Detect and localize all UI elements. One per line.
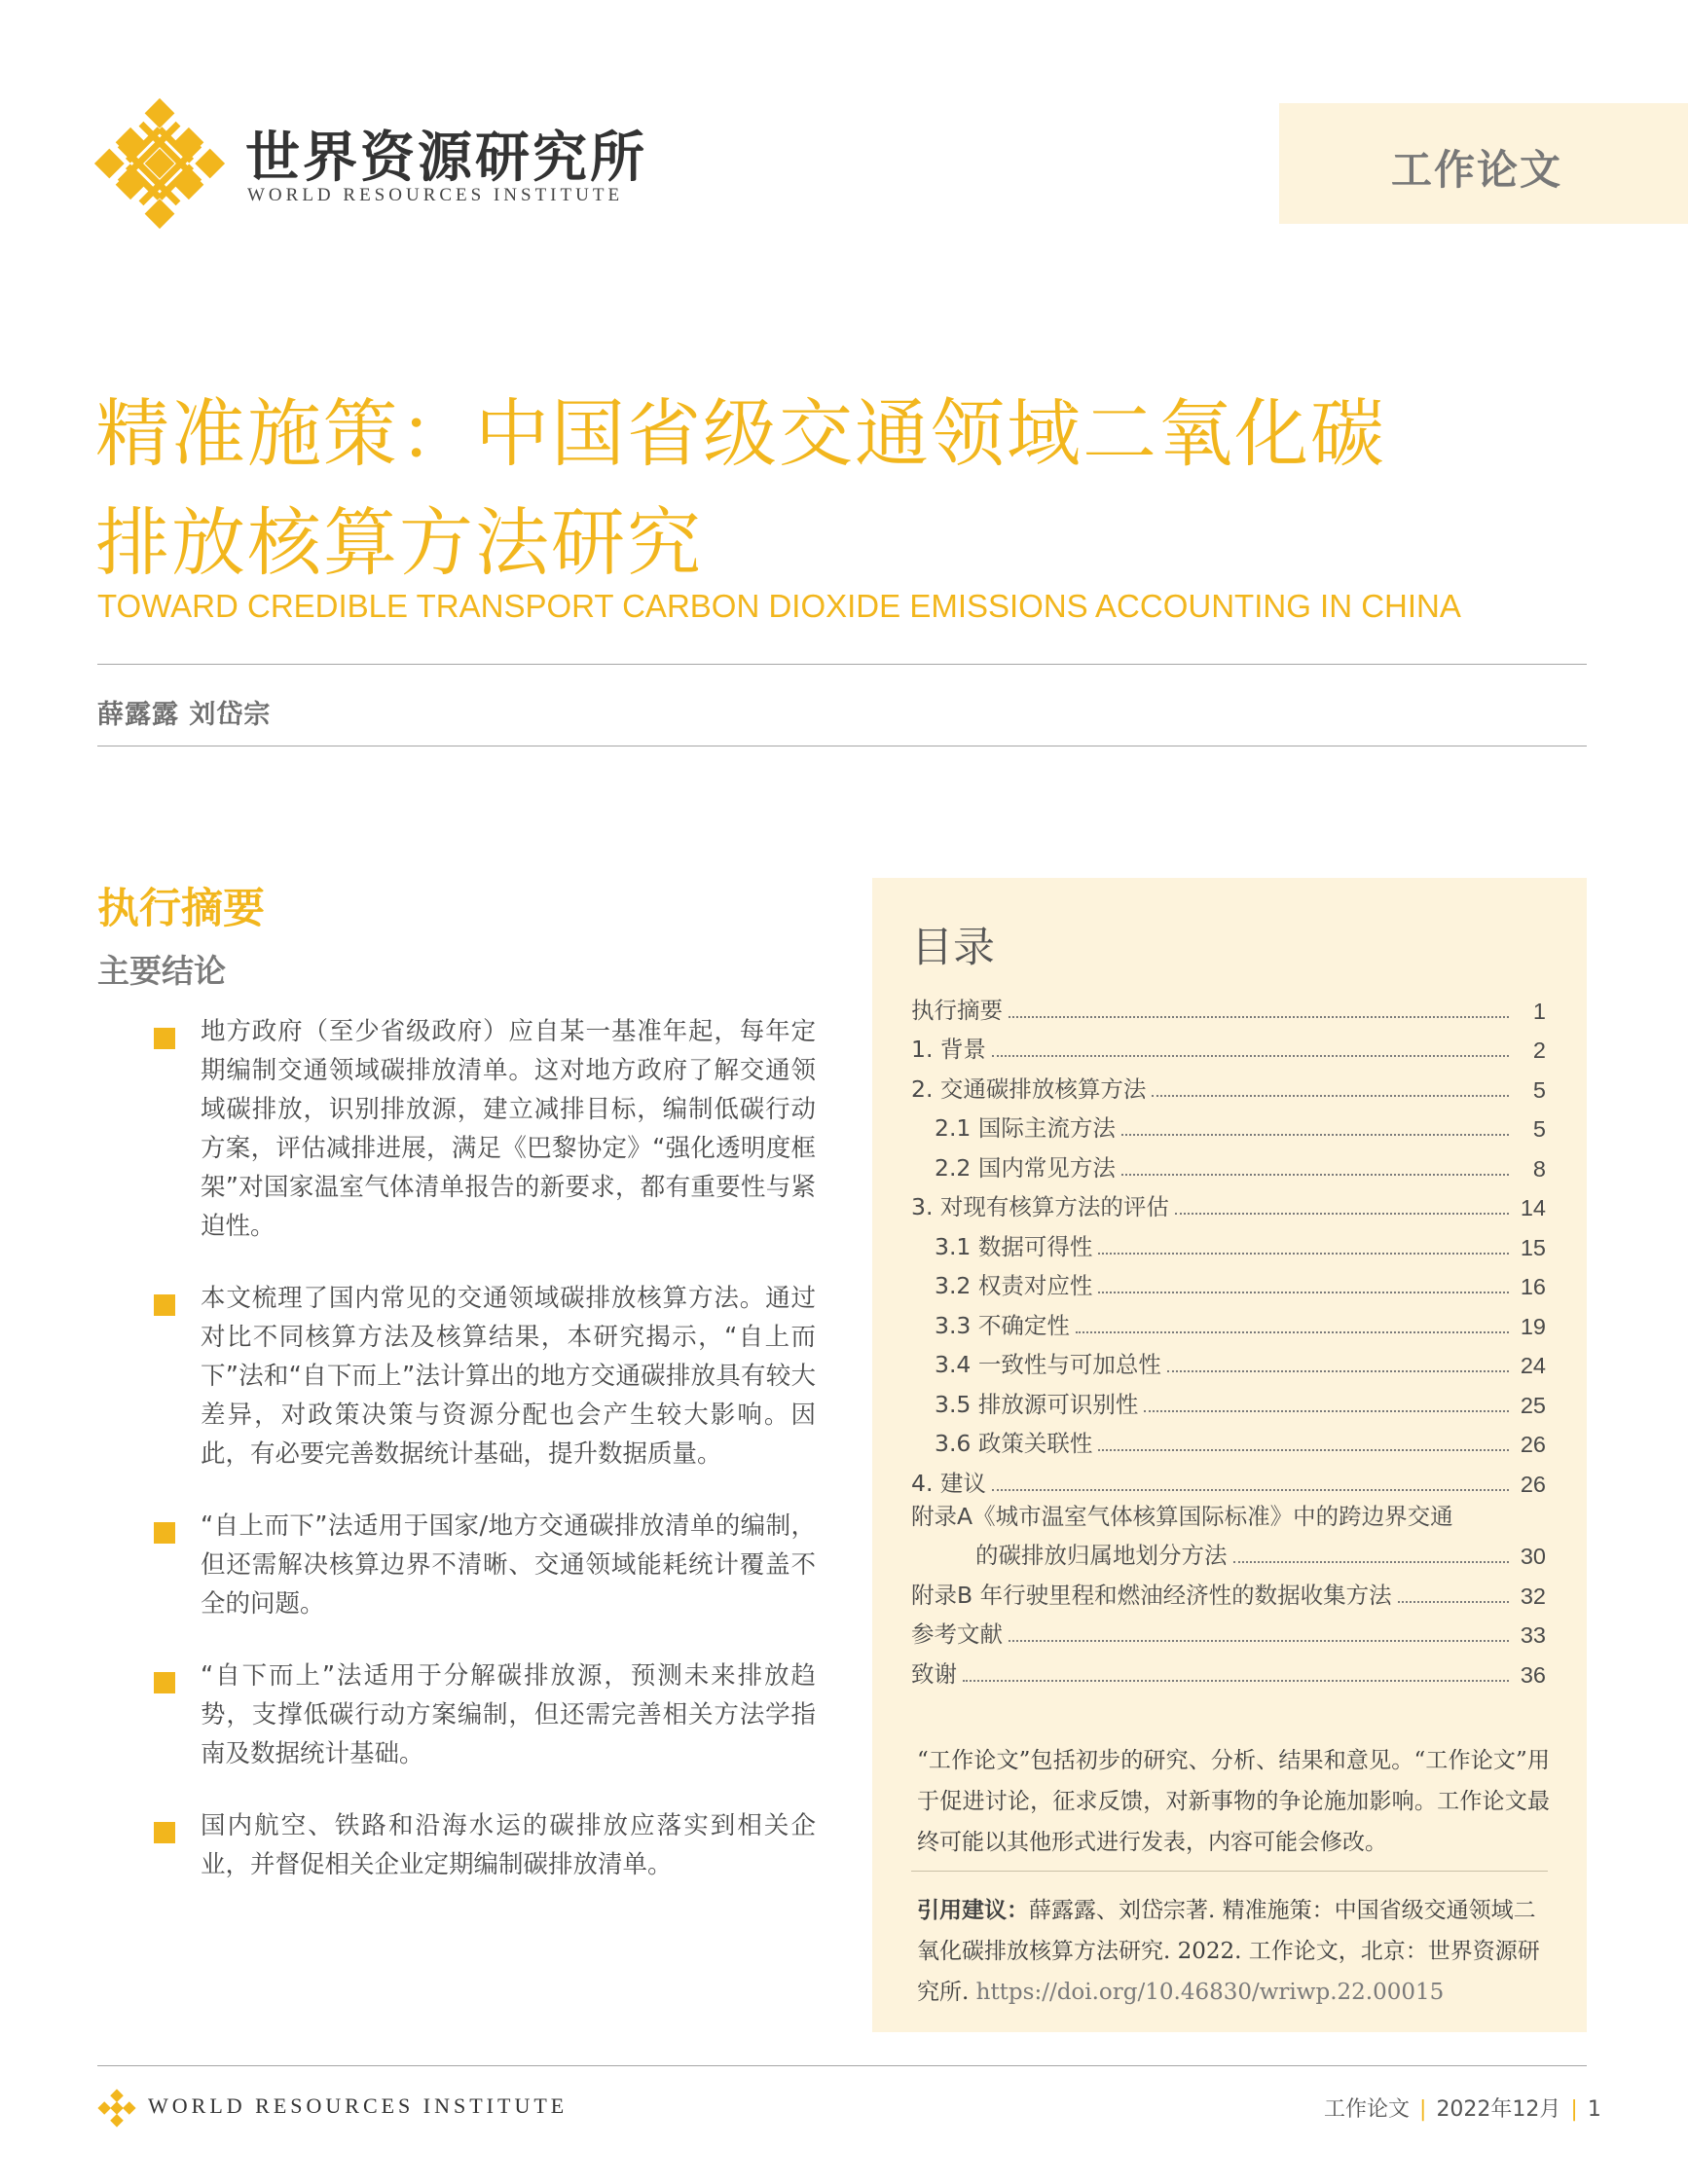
toc-item-page: 1 xyxy=(1532,998,1546,1024)
toc-item-continued[interactable] xyxy=(911,1531,1546,1571)
toc-item-label: 3.3 不确定性 xyxy=(935,1311,1070,1339)
list-item xyxy=(154,1656,816,1773)
footer-separator: | xyxy=(1570,2097,1578,2122)
bullet-text: 国内航空、铁路和沿海水运的碳排放应落实到相关企业，并督促相关企业定期编制碳排放清单。 xyxy=(201,1811,816,1879)
toc-item[interactable] xyxy=(911,1458,1546,1498)
toc-item-page: 8 xyxy=(1532,1155,1546,1182)
title-line-1: 精准施策：中国省级交通领域二氧化碳 xyxy=(95,390,1386,477)
bullet-square-icon xyxy=(154,1672,175,1693)
section-heading-executive-summary: 执行摘要 xyxy=(97,885,265,933)
toc-item-label: 致谢 xyxy=(911,1659,957,1688)
footer-org-name: WORLD RESOURCES INSTITUTE xyxy=(148,2093,569,2118)
bullet-square-icon xyxy=(154,1294,175,1316)
toc-leader xyxy=(992,1489,1509,1491)
toc-item[interactable] xyxy=(911,1300,1546,1340)
toc-item-label: 执行摘要 xyxy=(911,996,1003,1024)
toc-leader xyxy=(1076,1331,1509,1333)
footer-separator: | xyxy=(1419,2097,1427,2122)
table-of-contents-panel xyxy=(872,878,1587,2032)
toc-item-page: 14 xyxy=(1520,1195,1546,1220)
toc-item-label: 3.2 权责对应性 xyxy=(935,1272,1093,1299)
toc-leader xyxy=(1098,1449,1509,1451)
toc-item-page: 16 xyxy=(1520,1274,1546,1299)
bullet-text: 地方政府（至少省级政府）应自某一基准年起，每年定期编制交通领域碳排放清单。这对地方政府了解交通领域碳排放，识别排放源，建立减排目标，编制低碳行动方案，评估减排进展，满足《巴黎协定》“强化透明度框架”对国家温室气体清单报告的新要求，都有重要性与紧迫性。 xyxy=(201,1017,816,1241)
footer-meta xyxy=(1324,2093,1601,2123)
toc-leader xyxy=(1098,1292,1509,1293)
toc-item[interactable] xyxy=(911,1610,1546,1650)
bullet-text: 本文梳理了国内常见的交通领域碳排放核算方法。通过对比不同核算方法及核算结果，本研究揭示，“自上而下”法和“自下而上”法计算出的地方交通碳排放具有较大差异，对政策决策与资源分配也会产生较大影响。因此，有必要完善数据统计基础，提升数据质量。 xyxy=(201,1284,816,1469)
list-item xyxy=(154,1507,816,1623)
toc-item-page: 26 xyxy=(1520,1471,1546,1497)
toc-item-label: 2.1 国际主流方法 xyxy=(935,1114,1116,1142)
wri-logo-small-icon xyxy=(97,2089,136,2128)
footer-date: 2022年12月 xyxy=(1436,2097,1561,2122)
toc-item-label: 参考文献 xyxy=(911,1620,1003,1648)
toc-item-label: 的碳排放归属地划分方法 xyxy=(975,1542,1228,1569)
key-findings-list xyxy=(154,1012,816,1917)
authors: 薛露露 刘岱宗 xyxy=(97,700,272,730)
toc-list xyxy=(911,985,1546,1689)
citation-text: 薛露露、刘岱宗著. 精准施策：中国省级交通领域二氧化碳排放核算方法研究. 2022. 工作论文，北京：世界资源研究所. xyxy=(917,1898,1540,2005)
page-number: 1 xyxy=(1587,2097,1601,2122)
bullet-text: “自上而下”法适用于国家/地方交通碳排放清单的编制，但还需解决核算边界不清晰、交通领域能耗统计覆盖不全的问题。 xyxy=(201,1511,816,1619)
toc-item[interactable] xyxy=(911,1261,1546,1301)
toc-item[interactable] xyxy=(911,1649,1546,1689)
toc-item[interactable] xyxy=(911,1183,1546,1222)
bullet-square-icon xyxy=(154,1522,175,1544)
toc-item-label: 3.5 排放源可识别性 xyxy=(935,1390,1139,1418)
toc-item-label: 3.1 数据可得性 xyxy=(935,1232,1093,1260)
toc-item[interactable] xyxy=(911,1340,1546,1380)
toc-leader xyxy=(1398,1601,1509,1603)
toc-leader xyxy=(963,1680,1509,1682)
citation-doi-link[interactable]: https://doi.org/10.46830/wriwp.22.00015 xyxy=(975,1980,1445,2005)
toc-item[interactable] xyxy=(911,1221,1546,1261)
title-line-2: 排放核算方法研究 xyxy=(95,499,703,586)
footer-divider xyxy=(97,2065,1587,2066)
toc-divider xyxy=(911,1871,1548,1872)
toc-item-page: 24 xyxy=(1520,1353,1546,1378)
footer-doc-type: 工作论文 xyxy=(1324,2097,1411,2122)
toc-item-label: 3.6 政策关联性 xyxy=(935,1430,1093,1457)
toc-item[interactable] xyxy=(911,1025,1546,1065)
citation-label: 引用建议： xyxy=(917,1897,1029,1923)
citation xyxy=(917,1890,1550,2013)
toc-item-label: 附录A《城市温室气体核算国际标准》中的跨边界交通 xyxy=(911,1502,1453,1530)
toc-leader xyxy=(1121,1174,1509,1176)
bullet-square-icon xyxy=(154,1822,175,1843)
toc-leader xyxy=(1233,1561,1510,1563)
toc-item-page: 15 xyxy=(1520,1234,1546,1260)
list-item xyxy=(154,1012,816,1246)
toc-item-label: 3.4 一致性与可加总性 xyxy=(935,1351,1161,1378)
toc-item-label: 2. 交通碳排放核算方法 xyxy=(911,1074,1147,1103)
toc-leader xyxy=(1121,1134,1509,1136)
toc-leader xyxy=(1152,1095,1509,1097)
doc-type-label: 工作论文 xyxy=(1391,146,1563,194)
working-paper-note: “工作论文”包括初步的研究、分析、结果和意见。“工作论文”用于促进讨论，征求反馈，对新事物的争论施加影响。工作论文最终可能以其他形式进行发表，内容可能会修改。 xyxy=(917,1748,1550,1855)
toc-item[interactable] xyxy=(911,1104,1546,1144)
doc-type-tag xyxy=(1279,103,1688,224)
list-item xyxy=(154,1279,816,1474)
toc-leader xyxy=(1167,1370,1509,1372)
toc-item[interactable] xyxy=(911,1064,1546,1104)
section-subheading-key-findings: 主要结论 xyxy=(97,952,226,990)
list-item xyxy=(154,1806,816,1884)
toc-item-page: 32 xyxy=(1520,1583,1546,1609)
toc-item-label: 2.2 国内常见方法 xyxy=(935,1153,1116,1182)
toc-item-label: 附录B 年行驶里程和燃油经济性的数据收集方法 xyxy=(911,1581,1392,1609)
toc-leader xyxy=(992,1055,1509,1057)
toc-item-page: 2 xyxy=(1532,1037,1546,1063)
toc-leader xyxy=(1009,1640,1509,1642)
toc-item-page: 26 xyxy=(1520,1432,1546,1457)
org-name-cn: 世界资源研究所 xyxy=(245,126,647,190)
toc-item-label: 4. 建议 xyxy=(911,1469,986,1497)
toc-title: 目录 xyxy=(911,924,995,972)
toc-item[interactable] xyxy=(911,1570,1546,1610)
toc-item[interactable] xyxy=(911,1498,1546,1531)
org-name-en: WORLD RESOURCES INSTITUTE xyxy=(247,185,624,205)
bullet-square-icon xyxy=(154,1028,175,1049)
wri-logo-icon xyxy=(93,97,226,230)
toc-leader xyxy=(1009,1016,1509,1018)
toc-item[interactable] xyxy=(911,1419,1546,1459)
toc-leader xyxy=(1144,1410,1509,1412)
divider-top xyxy=(97,664,1587,665)
toc-item-page: 5 xyxy=(1532,1076,1546,1103)
toc-item[interactable] xyxy=(911,985,1546,1025)
toc-item-label: 1. 背景 xyxy=(911,1036,986,1063)
toc-item-page: 19 xyxy=(1520,1313,1546,1339)
toc-leader xyxy=(1098,1253,1509,1255)
page-title xyxy=(95,380,1556,598)
toc-item-page: 25 xyxy=(1520,1392,1546,1418)
toc-item-label: 3. 对现有核算方法的评估 xyxy=(911,1193,1169,1220)
toc-item-page: 30 xyxy=(1520,1544,1546,1569)
toc-item-page: 5 xyxy=(1532,1116,1546,1142)
toc-item[interactable] xyxy=(911,1143,1546,1183)
toc-item-page: 36 xyxy=(1520,1661,1546,1688)
title-english: TOWARD CREDIBLE TRANSPORT CARBON DIOXIDE EMISSIONS ACCOUNTING IN CHINA xyxy=(97,588,1461,624)
bullet-text: “自下而上”法适用于分解碳排放源，预测未来排放趋势，支撑低碳行动方案编制，但还需完善相关方法学指南及数据统计基础。 xyxy=(201,1661,816,1768)
toc-item[interactable] xyxy=(911,1379,1546,1419)
toc-leader xyxy=(1175,1213,1509,1215)
toc-item-page: 33 xyxy=(1520,1622,1546,1648)
